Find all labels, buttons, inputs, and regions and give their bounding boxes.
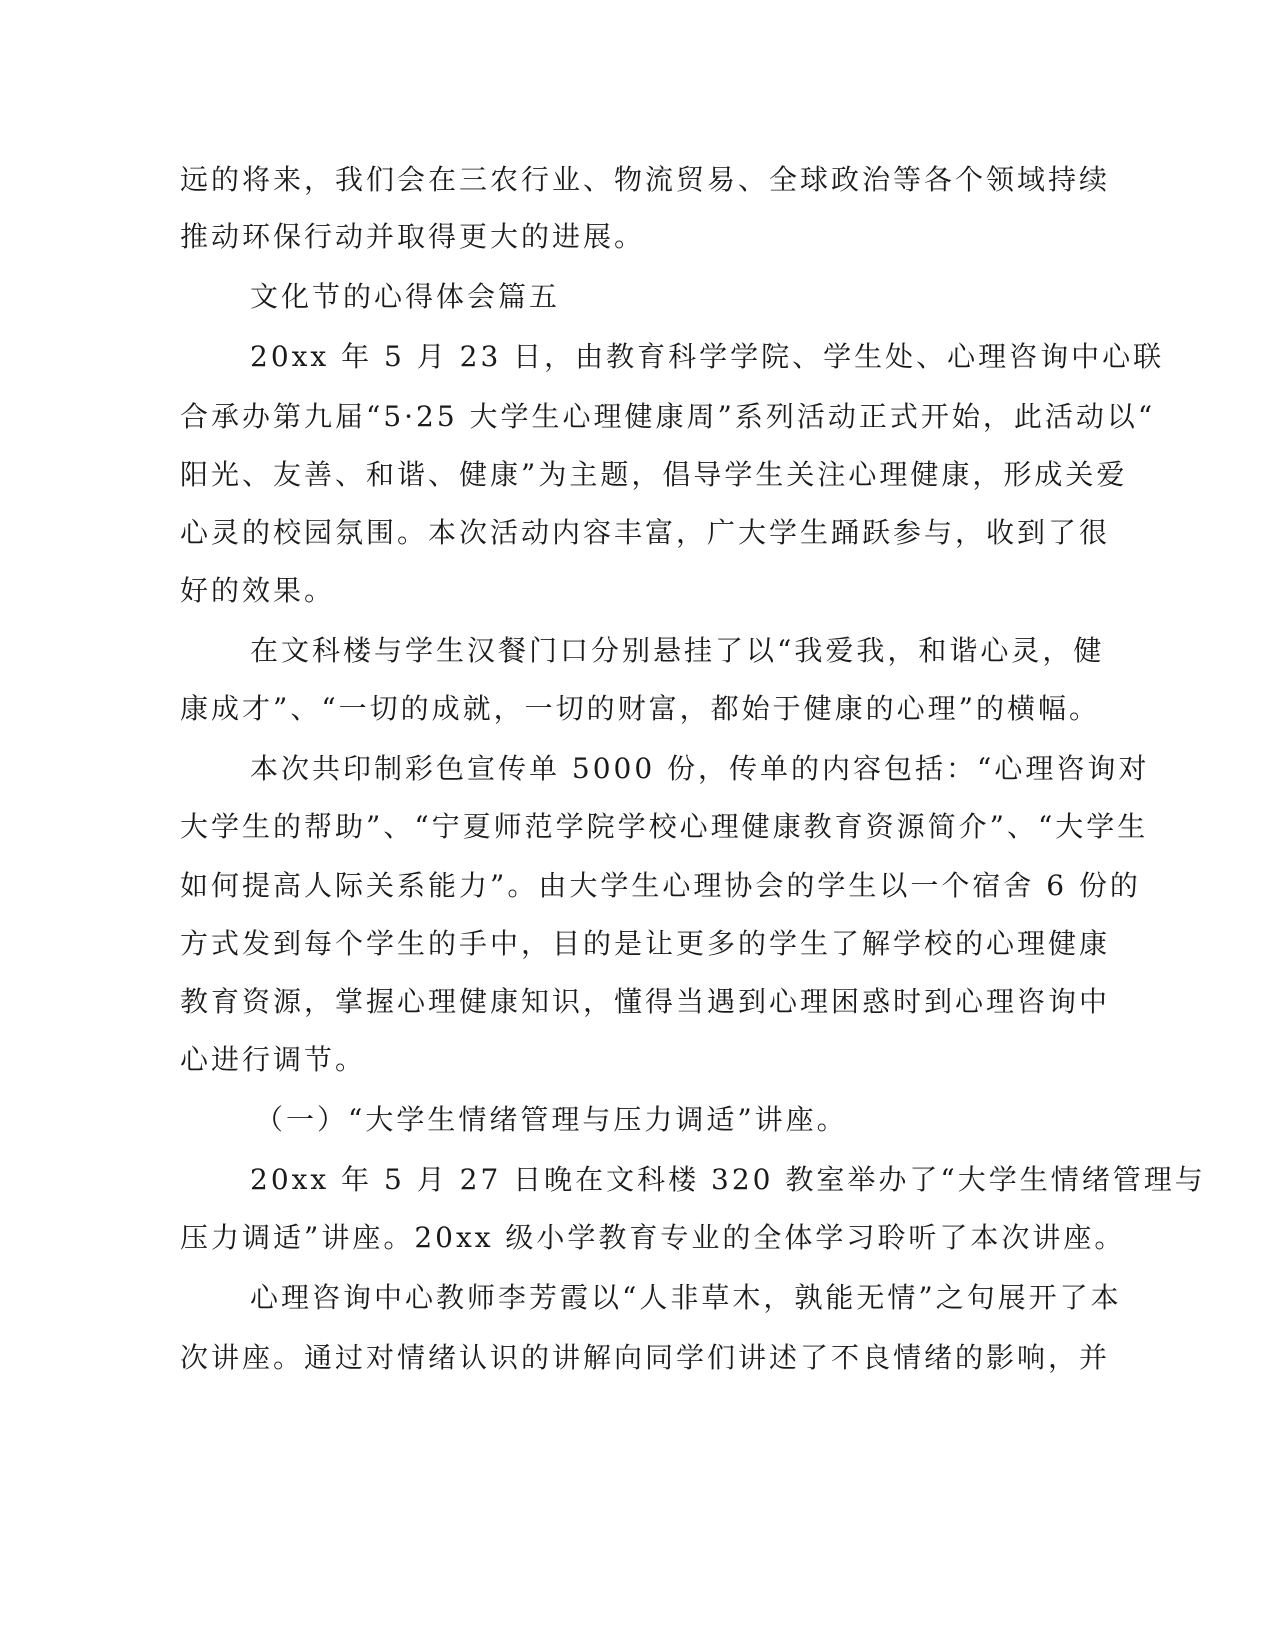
- text-line: 阳光、友善、和谐、健康”为主题，倡导学生关注心理健康，形成关爱: [180, 458, 1128, 491]
- subsection-heading: （一）“大学生情绪管理与压力调适”讲座。: [255, 1103, 848, 1136]
- text-line: 教育资源，掌握心理健康知识，懂得当遇到心理困惑时到心理咨询中: [180, 985, 1111, 1018]
- text-line: 心灵的校园氛围。本次活动内容丰富，广大学生踊跃参与，收到了很: [180, 516, 1111, 549]
- text-line: 远的将来，我们会在三农行业、物流贸易、全球政治等各个领域持续: [180, 163, 1111, 196]
- text-line: 如何提高人际关系能力”。由大学生心理协会的学生以一个宿舍 6 份的: [180, 869, 1141, 902]
- text-line: 推动环保行动并取得更大的进展。: [180, 220, 646, 253]
- text-line: 方式发到每个学生的手中，目的是让更多的学生了解学校的心理健康: [180, 927, 1111, 960]
- text-line: 20xx 年 5 月 27 日晚在文科楼 320 教室举办了“大学生情绪管理与: [250, 1163, 1206, 1196]
- text-line: 在文科楼与学生汉餐门口分别悬挂了以“我爱我，和谐心灵，健: [250, 634, 1105, 667]
- text-line: 20xx 年 5 月 23 日，由教育科学学院、学生处、心理咨询中心联: [250, 340, 1165, 373]
- section-heading: 文化节的心得体会篇五: [250, 280, 561, 313]
- text-line: 心理咨询中心教师李芳霞以“人非草木，孰能无情”之句展开了本: [250, 1281, 1122, 1314]
- text-line: 压力调适”讲座。20xx 级小学教育专业的全体学习聆听了本次讲座。: [180, 1221, 1126, 1254]
- text-line: 大学生的帮助”、“宁夏师范学院学校心理健康教育资源简介”、“大学生: [180, 810, 1149, 843]
- text-line: 次讲座。通过对情绪认识的讲解向同学们讲述了不良情绪的影响，并: [180, 1341, 1111, 1374]
- text-line: 康成才”、“一切的成就，一切的财富，都始于健康的心理”的横幅。: [180, 692, 1100, 725]
- text-line: 心进行调节。: [180, 1043, 367, 1076]
- text-line: 本次共印制彩色宣传单 5000 份，传单的内容包括：“心理咨询对: [250, 752, 1150, 785]
- text-line: 好的效果。: [180, 574, 336, 607]
- text-line: 合承办第九届“5·25 大学生心理健康周”系列活动正式开始，此活动以“: [180, 400, 1156, 433]
